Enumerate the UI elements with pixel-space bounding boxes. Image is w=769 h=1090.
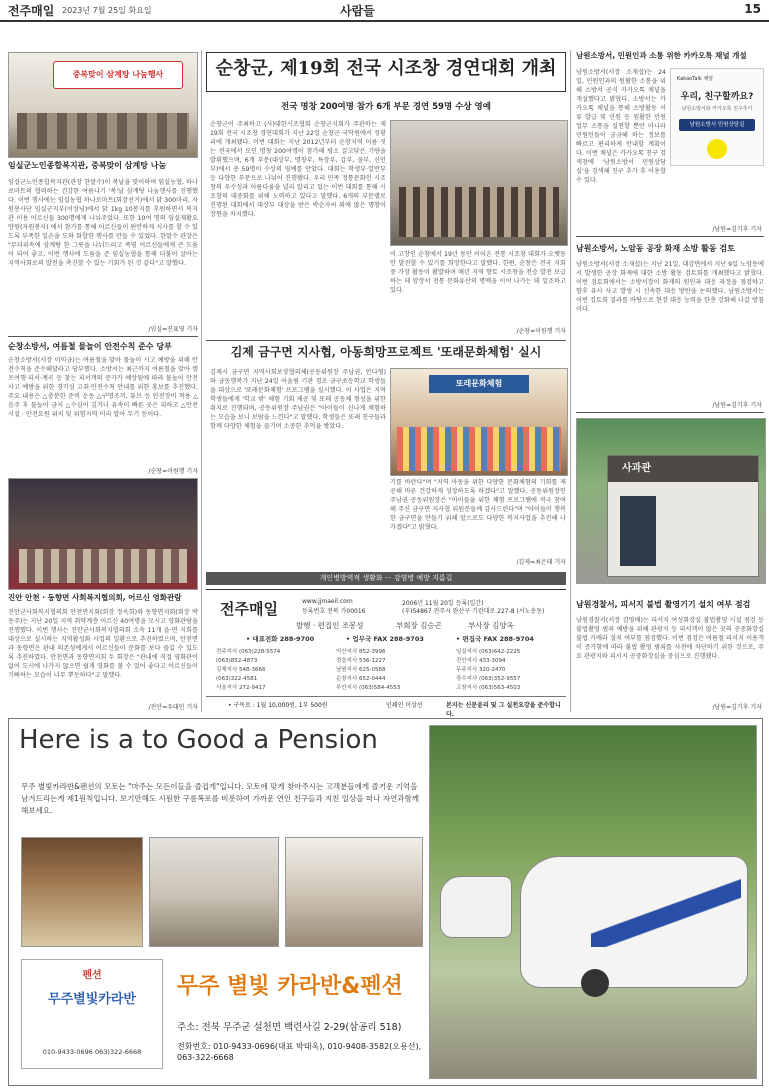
photo-people bbox=[17, 113, 189, 149]
masthead-logo: 전주매일 bbox=[220, 600, 278, 618]
caravan-wheel bbox=[581, 969, 609, 997]
masthead-vicechair: 부회장 김승곤 bbox=[396, 621, 442, 630]
branch-name: (063)322-4581 bbox=[216, 676, 258, 682]
ad-phone: 전화번호: 010-9433-0696(대표 박태옥), 010-9408-3582(오용선), 063-322-6668 bbox=[177, 1042, 422, 1062]
section-rule bbox=[206, 340, 566, 341]
logo-main: 무주별빛카라반 bbox=[48, 992, 136, 1007]
kakao-channel-name: 남원소방서 민원상담실 bbox=[679, 119, 755, 131]
branch-phone: 625-0568 bbox=[359, 667, 386, 673]
article-body: 김제시 금구면 지역사회보장협의체(공동위원장 주남권, 안다형)와 금동행복가 지난 24일 어울림 기관 경로 금구초등학교 학생들을 대상으로 '또래문화체험' 프로그램을 실시했다. 이 사업은 지역 학생들에게 '학교 밖' 체험 기회 제공 및 또래 공동체 형성을 위한 취지로 진행되며, 공동위원장 주남권은 "아이들이 신나게 체험하는 모습을 보니 보람을 느낀다"고 말했다. 학생들은 또래 친구들과 함께 다양한 체험을 즐기며 소중한 추억을 쌓았다. bbox=[210, 369, 386, 430]
masthead-phone: • 대표전화 288-9700 bbox=[246, 635, 315, 643]
article-body: 남원소방서(서장 소재섭)는 지난 21일, 대강면에서 지난 9일 노암동에서 발생한 공장 화재에 대한 소방 활동 검토회를 개최했다고 밝혔다. 이번 검토회에서는 소방서장이 화재의 원인과 대응 과정을 점검하고 향후 유사 사고 발생 시 신속한 대응 방안을 논의했다. 남원소방서는 이번 검토회 결과를 바탕으로 현장 대응 능력을 한층 강화해 나갈 방침이다. bbox=[576, 261, 764, 313]
branch-name: 부안지사 bbox=[336, 685, 358, 691]
article-photo bbox=[390, 120, 568, 246]
ethics-notice: 본지는 신문윤리 및 그 실천요강을 준수합니다. bbox=[446, 702, 561, 718]
ad-logo bbox=[21, 959, 163, 1069]
article-photo bbox=[576, 418, 766, 584]
branch-name: 서울지사 bbox=[216, 685, 238, 691]
article-byline: /임실=진표영 기자 bbox=[148, 326, 198, 333]
newspaper-brand: 전주매일 bbox=[8, 4, 55, 18]
kakao-channel-graphic bbox=[670, 68, 764, 166]
masthead-fax-business: • 업무국 FAX 288-9703 bbox=[346, 635, 424, 643]
branch-phone: 433-3094 bbox=[479, 658, 506, 664]
article-photo bbox=[8, 478, 198, 590]
article-body: 진안군사회복지협의회 안천면지회(회장 정옥희)와 동향면지회(회장 박동주)는 지난 20일 지역 취약계층 어르신 40여명을 모시고 영화관람을 진행했다. 이번 행사는 진안군사회복지협의회 소속 11개 읍·면 지회를 대상으로 실시하는 지역활성화 사업의 일환으로 추진하였으며, 안천면과 동향면은 관내 의존성에게서 어르신들이 문화를 보다 즐길 수 있도록 추진하였다. 안천면과 동향면지회 두 회장은 "관내에 직접 영화관이 없어 도시에 나가지 않으면 쉽게 영화를 볼 수 있어 좋다고 어르신들이 기뻐하는 모습이 너무 뿌듯하다"고 말했다. bbox=[8, 609, 198, 679]
subscription-fee: • 구독료 : 1월 10,000원, 1부 500원 bbox=[228, 702, 328, 709]
article-byline: /순창=이원행 기자 bbox=[148, 468, 198, 475]
article-title: 순창소방서, 여름철 물놀이 안전수칙 준수 당부 bbox=[8, 342, 172, 351]
branch-list bbox=[216, 648, 556, 692]
printer: 인쇄인 이상선 bbox=[386, 702, 423, 709]
advertisement bbox=[8, 718, 763, 1086]
ad-body: 무주 별빛카라반&펜션의 모토는 "마주는 모든이들을 즐겁게"입니다. 모토에 맞게 찾아주시는 고객분들에게 즐거운 기억을 남겨드리는게 제1원칙입니다. 보기만해도 시원한 구름폭포를 비롯하여 가까운 연인 친구들과 지친 일상을 떠나 자연과함께해보세요. bbox=[21, 782, 420, 815]
branch-name: 전주지사 bbox=[216, 649, 238, 655]
section-rule bbox=[576, 236, 764, 237]
page-header bbox=[0, 0, 769, 22]
article-title: 남원소방서, 민원인과 소통 위한 카카오톡 채널 개설 bbox=[576, 51, 747, 60]
branch-name: 장수지사 bbox=[456, 676, 478, 682]
article-title: 김제 금구면 지사협, 아동희망프로젝트 '또래문화체험' 실시 bbox=[230, 345, 542, 359]
branch-name: 김제지사 bbox=[216, 667, 238, 673]
photo-caravan bbox=[520, 856, 748, 988]
issue-date: 2023년 7월 25일 화요일 bbox=[62, 6, 152, 15]
article-body: 이 고장인 순창에서 19년 동안 이어온 전통 시조창 대회가 오랫동안 발전할 수 있기를 희망한다고 말했다. 한편, 순창은 전국 지회 중 가장 활동이 활발하며 매년 지역 향토 시조창을 전승 발전 보급하는 데 앞장서 전통 문화유산의 명맥을 이어 나가는 데 일조하고 있다. bbox=[390, 251, 566, 294]
promo-banner: 개인병방역적 생활화 ··· 감염병 예방 지름길 bbox=[206, 572, 566, 585]
masthead-reg-date: 2006년 11월 20일 등록(일간) bbox=[402, 600, 484, 607]
article-body: 순창소방서(서장 이익금)는 여름철을 맞아 물놀이 시고 예방을 위해 안전수칙을 준수해달라고 당부했다. 소방서는 최근까지 여름철을 맞아 캠프여행·피서·계곡 등 찾는 피서객의 증가가 예상됨에 따라 물놀이 안전사고 예방을 위한 경각심 고취·안전수칙 안내를 위한 홍보를 추진했다. 주요 내용은 △충분한 준비 운동 △구명조끼, 튜브 등 안전장비 착용 △음주 후 물놀이 금지 △수심이 깊거나 유속이 빠른 곳은 피하고 △안전시설 · 안전요원 위치 및 위험지역 미리 알아 두기 등이다. bbox=[8, 357, 198, 418]
branch-phone: 320-2470 bbox=[479, 667, 506, 673]
branch-name: 순창지사 bbox=[336, 676, 358, 682]
photo-door bbox=[620, 496, 656, 566]
branch-name: 임실지사 bbox=[456, 649, 478, 655]
branch-phone: 852-3996 bbox=[359, 649, 386, 655]
ad-photo-deck bbox=[21, 837, 143, 947]
page-number: 15 bbox=[744, 2, 761, 16]
column-divider bbox=[570, 50, 571, 712]
column-divider bbox=[201, 50, 202, 712]
ad-headline: Here is a to Good a Pension bbox=[19, 725, 378, 755]
logo-top: 펜션 bbox=[82, 970, 102, 981]
branch-name: 익산지사 bbox=[336, 649, 358, 655]
branch-name: 진안지사 bbox=[456, 658, 478, 664]
article-body: 순창군이 주최하고 (사)대한시조협회 순창군지회가 주관하는 제19회 전국 시조창 경연대회가 지난 22일 순창군 국악원에서 성황리에 개최됐다. 이번 대회는 지난 2012년부터 순창지역 이름 짓는 전국에서 모인 명창 200여명이 참가해 평소 갈고닦은 기량을 발휘했으며, 6개 부문(대상부, 명창부, 특장부, 갑부, 을부, 신인부)에서 총 59명이 수상의 영예를 안았다. 대회는 학생부·일반부 등 다양한 부문으로 나뉘어 진행됐다. 우리 민족 정통문화인 시조창의 우수성과 아름다움을 널리 알리고 있는 이번 대회를 통해 시조창의 대중화를 위해 노력하고 있다고 말했다. 6개의 부문별로 진행된 대회에서 대상부 대상을 받은 박순자씨 외에 많은 명창이 장원을 차지했다. bbox=[210, 121, 386, 218]
kakao-sub: 남원소방서와 카카오톡 친구추가 bbox=[681, 106, 753, 112]
masthead-reg: 등록번호 전북 가00016 bbox=[302, 608, 366, 615]
article-byline: /김제=최은태 기자 bbox=[516, 559, 566, 566]
headline-box bbox=[206, 52, 566, 92]
article-byline: /남원=김기후 기자 bbox=[712, 704, 762, 711]
masthead-fax-editorial: • 편집국 FAX 288-9704 bbox=[456, 635, 534, 643]
article-title: 남원소방서, 노암동 공장 화재 소방 활동 검토 bbox=[576, 244, 735, 253]
photo-audience bbox=[19, 549, 187, 583]
main-subtitle: 전국 명창 200여명 참가 6개 부문 경연 59명 수상 영예 bbox=[281, 102, 491, 112]
article-photo bbox=[8, 52, 198, 158]
branch-phone: (063)563-4503 bbox=[479, 685, 521, 691]
masthead-vicepresident: 부사장 김양옥 bbox=[468, 621, 514, 630]
photo-banner: 또래문화체험 bbox=[429, 375, 529, 393]
photo-group bbox=[399, 187, 559, 237]
article-photo bbox=[390, 368, 568, 476]
branch-name: 남원지사 bbox=[336, 667, 358, 673]
photo-banner: 중복맞이 삼계탕 나눔행사 bbox=[53, 61, 183, 89]
ad-photo-interior bbox=[149, 837, 279, 947]
branch-phone: 652-0444 bbox=[359, 676, 386, 682]
section-rule bbox=[576, 412, 764, 413]
branch-phone: (063)642-2225 bbox=[479, 649, 521, 655]
caravan-stripe bbox=[591, 877, 741, 947]
article-title: 임실군노인종합복지관, 중복맞이 삼계탕 나눔 bbox=[8, 161, 167, 170]
masthead-footer bbox=[206, 696, 566, 718]
photo-restroom-building bbox=[607, 455, 759, 577]
kakao-headline: 우리, 친구할까요? bbox=[680, 92, 754, 102]
ad-photo-bathroom bbox=[285, 837, 423, 947]
masthead-publisher: 발행 · 편집인 조봉성 bbox=[296, 621, 364, 630]
masthead bbox=[206, 589, 566, 718]
branch-phone: 272-9417 bbox=[239, 685, 266, 691]
masthead-address: (우)54867 전주시 완산구 기린대로 227-8 (서노송동) bbox=[402, 608, 545, 615]
article-body: 남원소방서(서장 소재섭)는 24일, 민원인과의 원활한 소통을 위해 소방서 공식 카카오톡 채널을 개설했다고 밝혔다. 소방서는 카카오톡 채널을 통해 소방활동 서류 발급 및 민원 등 원활한 민원 업무 소통을 실천할 뿐만 아니라 민원인들이 궁금해 하는 정보를 빠르고 편리하게 안내할 계획이다. 이번 채널은 카카오톡 친구 검색창에 '남원소방서 민원상담실'을 검색해 친구 추가 후 이용할 수 있다. bbox=[576, 69, 666, 184]
branch-phone: (063)228-5574 bbox=[239, 649, 281, 655]
branch-phone: 536-1227 bbox=[359, 658, 386, 664]
logo-phone: 010-9433-0696 063)322-6668 bbox=[42, 1048, 142, 1056]
article-body: 임실군노인종합복지관(관장 한말수)이 복날을 맞이하여 임실농협, 하나로마트의 협력하는 건강한 여름나기 '복'날 삼계탕 나눔행사를 진행했다. 이번 행사에는 임실농협 하나로마트(회장선거)에서 닭 300마리, 자원봉사단 임실군지부(이장님)에서 닭 1kg 10봉지를 후원하면서 복지관 이용 어르신들 300명에게 나눠주었다. 또한 10여 명의 임실재활요양원(자원봉사) 에서 참가를 통해 어르신들이 편안하게 식사를 할 수 있도록 부족한 일손을 도와 화합한 행사를 만들 수 있었다. 한말수 관장은 "무더위속에 삼계탕 한 그릇을 나눠드리고 폭염 어르신들에게 큰 도움이 되어 좋고, 이번 행사에 도움을 준 임실농협을 통해 더불어 살아는 지역사회로의 발전을 촉진할 수 있는 기회가 된 것 같다"고 말했다. bbox=[8, 179, 198, 267]
main-headline: 순창군, 제19회 전국 시조창 경연대회 개최 bbox=[215, 58, 557, 79]
branch-name: 정읍지사 bbox=[336, 658, 358, 664]
ad-business-name: 무주 별빛 카라반&펜션 bbox=[177, 974, 403, 999]
photo-children bbox=[397, 427, 561, 471]
article-title: 남원경찰서, 피서지 불법 촬영기기 설치 여부 점검 bbox=[576, 600, 751, 609]
kakao-icon bbox=[707, 139, 727, 159]
branch-name: 무주지사 bbox=[456, 667, 478, 673]
article-byline: /순창=이원행 기자 bbox=[516, 328, 566, 335]
ad-address: 주소: 전북 무주군 설천면 백련사길 2-29(삼공리 518) bbox=[177, 1022, 402, 1033]
ad-photo-caravans bbox=[429, 725, 757, 1079]
article-title: 진안 안천 · 동향면 사회복지협의회, 어르신 영화관람 bbox=[8, 593, 182, 602]
branch-phone: (063)352-9557 bbox=[479, 676, 521, 682]
photo-caravan bbox=[440, 876, 512, 938]
branch-phone: 548-3666 bbox=[239, 667, 266, 673]
article-byline: /진안=우대민 기자 bbox=[148, 704, 198, 711]
article-byline: /남원=김기후 기자 bbox=[712, 402, 762, 409]
photo-sign: 사과관 bbox=[608, 456, 758, 482]
kakao-label: KakaoTalk 채널 bbox=[677, 76, 714, 82]
masthead-url: www.jjmaeil.com bbox=[302, 598, 353, 605]
section-rule bbox=[8, 336, 198, 337]
article-body: 남원경찰서(서장 김영배)는 피서지 여성화장실 불법촬영 시설 점검 등 불법촬영 범죄 예방을 위해 관광지 등 피서객이 많은 곳의 공중화장실 불법 카메라 설치 여부를 점검했다. 이번 점검은 여름철 피서지 이용객이 증가함에 따라 불법 촬영 범죄를 사전에 차단하기 위한 것으로, 주요 관광지와 피서지 공중화장실을 중심으로 진행됐다. bbox=[576, 617, 764, 660]
section-title: 사람들 bbox=[340, 4, 375, 18]
branch-phone: (063)584-4553 bbox=[359, 685, 401, 691]
article-body: 기를 바란다"며 "지역 아동을 위한 다양한 문화체험의 기회를 제공해 바른 건강하게 성장하도록 하겠다"고 말했다. 공동위원장인 주남권 공동위원장은 "아이들을 위한 체험 프로그램에 적극 참여해 주신 금구면 지사협 위원분들께 감사드린다"며 "아이들이 행복한 금구면을 만들기 위해 앞으로도 다양한 복지사업을 추진해 나가겠다"고 밝혔다. bbox=[390, 479, 566, 531]
article-byline: /남원=김기후 기자 bbox=[712, 226, 762, 233]
branch-name: (063)852-4873 bbox=[216, 658, 258, 664]
branch-name: 고창지사 bbox=[456, 685, 478, 691]
